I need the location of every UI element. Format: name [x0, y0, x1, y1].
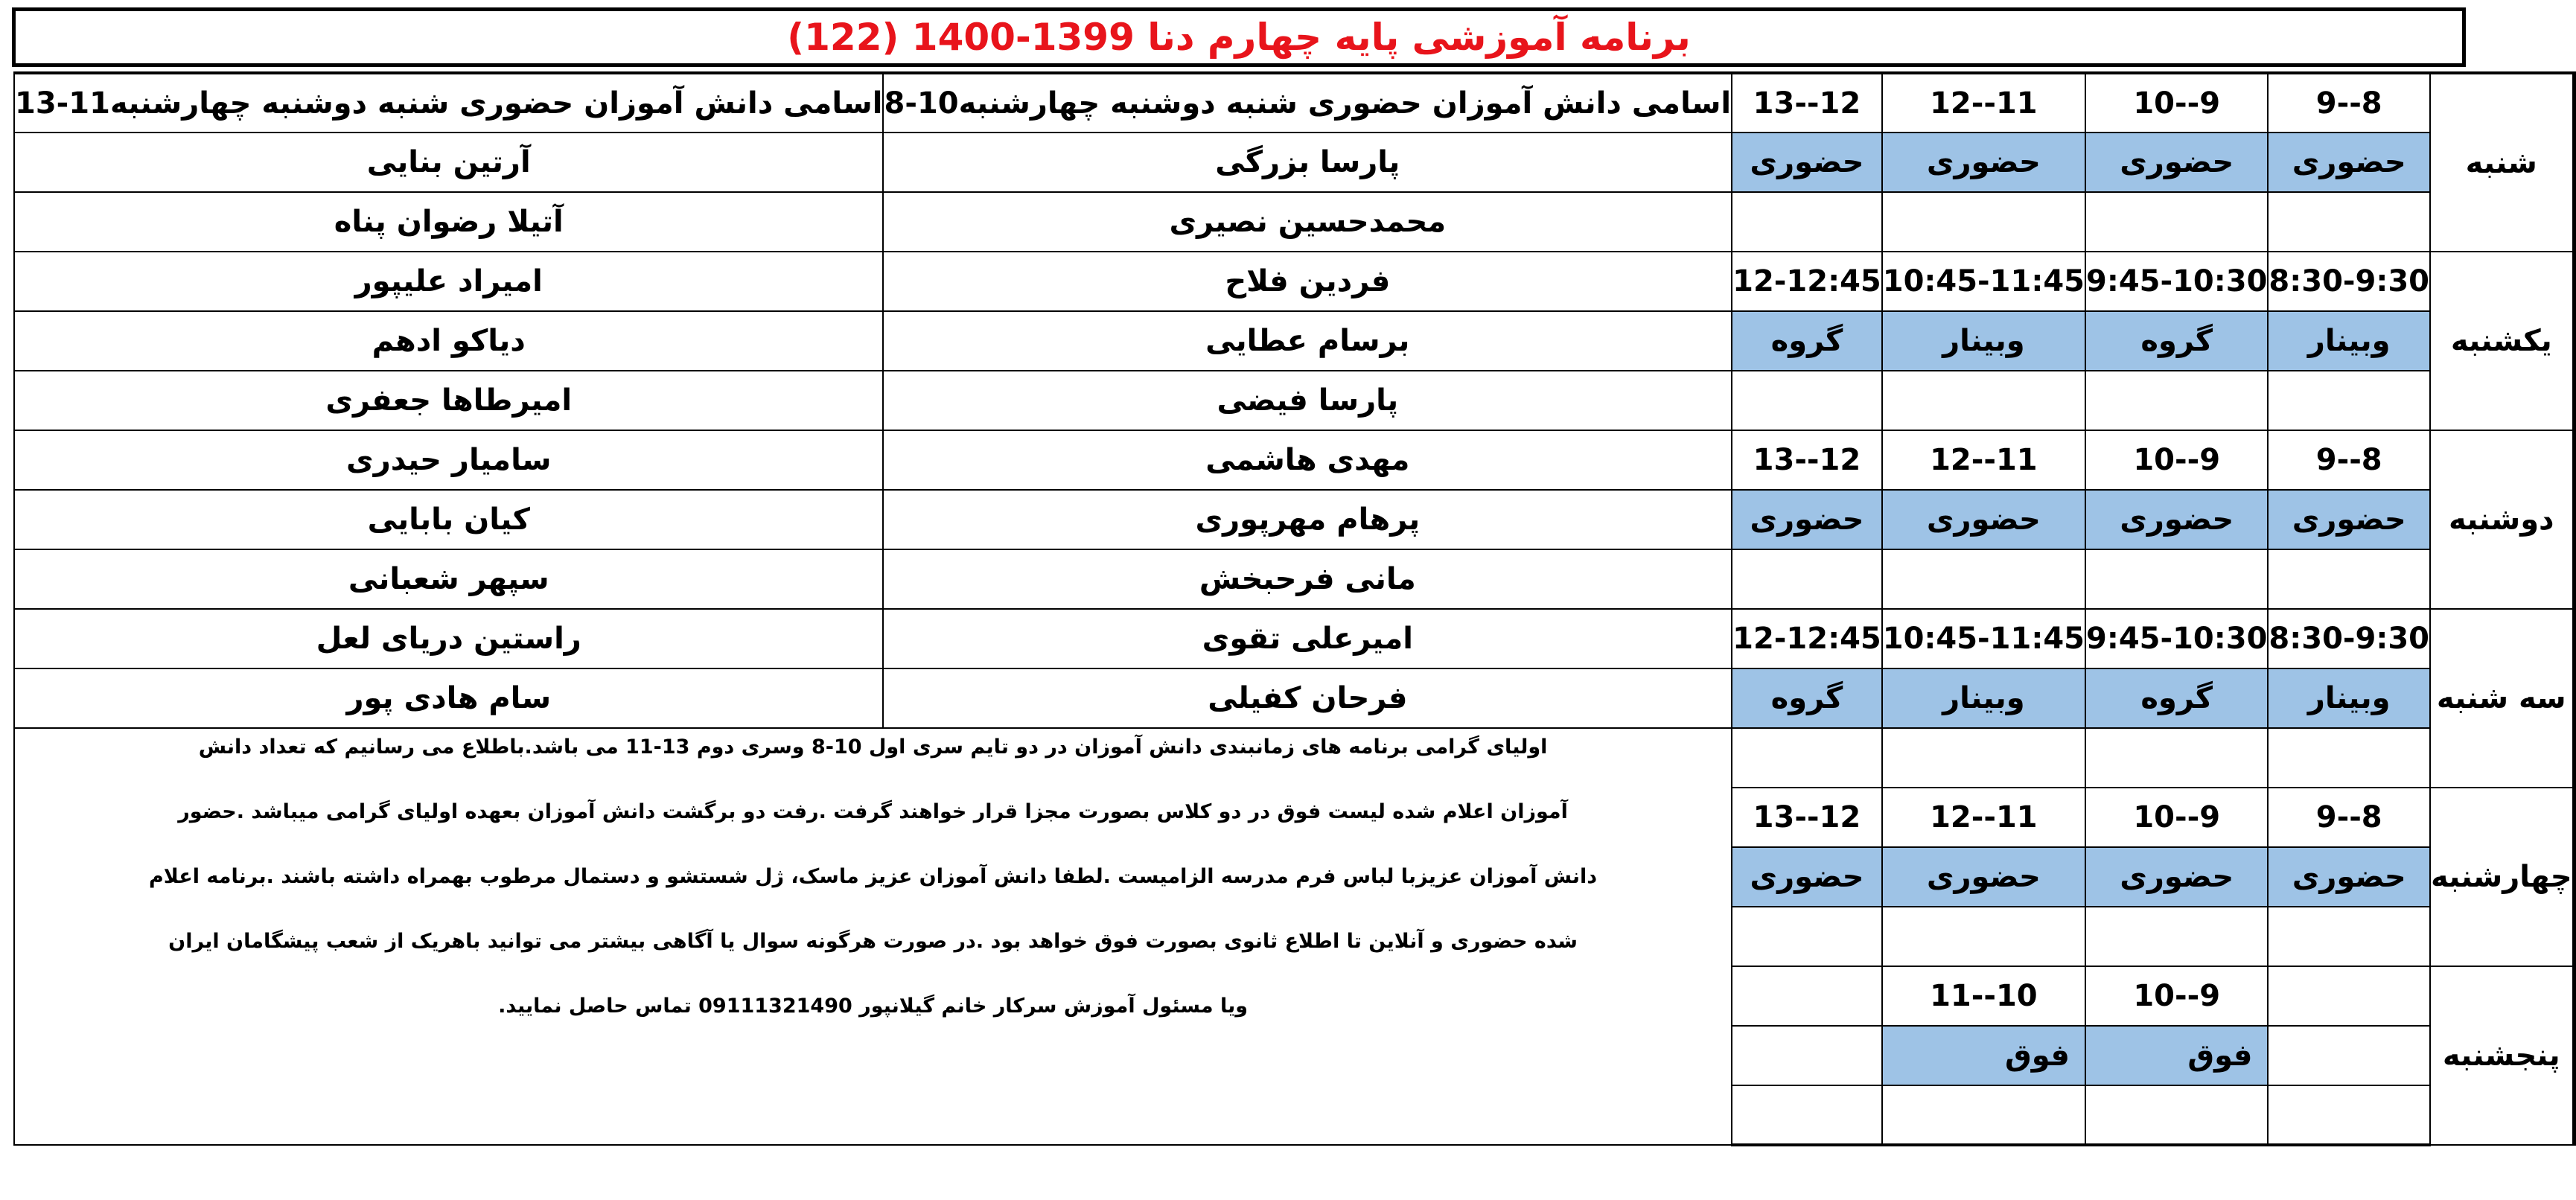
student-first: برسام عطایی — [883, 311, 1732, 371]
wed-slot-2: حضوری — [2085, 847, 2268, 907]
empty-cell — [1732, 907, 1882, 966]
student-second: راستین دریای لعل — [14, 609, 883, 668]
header-names-first: اسامی دانش آموزان حضوری شنبه دوشنبه چهارشنبه10-8 — [883, 73, 1732, 133]
notice-line-4: شده حضوری و آنلاین تا اطلاع ثانوی بصورت فوق خواهد بود .در صورت هرگونه سوال یا آگاهی بیشتر می توانید باهریک از شعب پیشگامان ایران — [168, 930, 1578, 953]
thu-slot-2: فوق — [1882, 1026, 2085, 1085]
tue-slot-3: وبینار — [1882, 668, 2085, 728]
sun-slot-2: گروه — [2085, 311, 2268, 371]
mon-time-3: 11--12 — [1882, 430, 2085, 490]
student-first: فرحان کفیلی — [883, 668, 1732, 728]
table-row — [14, 133, 2574, 192]
sun-slot-1: وبینار — [2268, 311, 2430, 371]
empty-cell — [2085, 728, 2268, 788]
day-tuesday: سه شنبه — [2430, 609, 2574, 788]
mon-slot-1: حضوری — [2268, 490, 2430, 549]
sun-time-3: 10:45-11:45 — [1882, 252, 2085, 311]
schedule-table — [13, 71, 2576, 1146]
notice-line-2: آموزان اعلام شده لیست فوق در دو کلاس بصورت مجزا قرار خواهند گرفت .رفت دو برگشت دانش آموزان بعهده اولیای گرامی میباشد .حضور — [178, 800, 1568, 823]
student-second: کیان بابایی — [14, 490, 883, 549]
tue-time-4: 12-12:45 — [1732, 609, 1882, 668]
header-slot-8-9: 8--9 — [2268, 73, 2430, 133]
sat-slot-2: حضوری — [2085, 133, 2268, 192]
sun-time-2: 9:45-10:30 — [2085, 252, 2268, 311]
sun-time-4: 12-12:45 — [1732, 252, 1882, 311]
sat-slot-3: حضوری — [1882, 133, 2085, 192]
wed-time-3: 11--12 — [1882, 788, 2085, 847]
table-row — [14, 609, 2574, 668]
empty-cell — [1732, 192, 1882, 252]
student-first: پارسا فیضی — [883, 371, 1732, 430]
empty-cell — [1882, 907, 2085, 966]
mon-slot-3: حضوری — [1882, 490, 2085, 549]
table-row — [14, 668, 2574, 728]
empty-cell — [1732, 549, 1882, 609]
student-second: آتیلا رضوان پناه — [14, 192, 883, 252]
empty-cell — [2268, 907, 2430, 966]
thu-time-1: 9--10 — [2085, 966, 2268, 1026]
header-slot-9-10: 9--10 — [2085, 73, 2268, 133]
header-slot-12-13: 12--13 — [1732, 73, 1882, 133]
empty-cell — [1882, 549, 2085, 609]
header-row — [14, 73, 2574, 133]
sat-slot-1: حضوری — [2268, 133, 2430, 192]
student-first: فردین فلاح — [883, 252, 1732, 311]
empty-cell — [2085, 1085, 2268, 1145]
student-first: پرهام مهرپوری — [883, 490, 1732, 549]
empty-cell — [1732, 371, 1882, 430]
empty-cell — [2268, 1026, 2430, 1085]
empty-cell — [1882, 1085, 2085, 1145]
student-second: آرتین بنایی — [14, 133, 883, 192]
sun-slot-3: وبینار — [1882, 311, 2085, 371]
empty-cell — [2085, 192, 2268, 252]
day-wednesday: چهارشنبه — [2430, 788, 2574, 966]
empty-cell — [2268, 549, 2430, 609]
mon-slot-2: حضوری — [2085, 490, 2268, 549]
student-second: امیرطاها جعفری — [14, 371, 883, 430]
sat-slot-4: حضوری — [1732, 133, 1882, 192]
day-thursday: پنجشنبه — [2430, 966, 2574, 1145]
header-names-second: اسامی دانش آموزان حضوری شنبه دوشنبه چهارشنبه11-13 — [14, 73, 883, 133]
empty-cell — [2268, 1085, 2430, 1145]
header-slot-11-12: 11--12 — [1882, 73, 2085, 133]
student-second: سام هادی پور — [14, 668, 883, 728]
table-row — [14, 252, 2574, 311]
student-second: سپهر شعبانی — [14, 549, 883, 609]
empty-cell — [1732, 966, 1882, 1026]
empty-cell — [1732, 728, 1882, 788]
table-row — [14, 192, 2574, 252]
tue-slot-1: وبینار — [2268, 668, 2430, 728]
notice-line-1: اولیای گرامی برنامه های زمانبندی دانش آموزان در دو تایم سری اول 10-8 وسری دوم 13-11 می باشد.باطلاع می رسانیم که تعداد دانش — [198, 735, 1548, 759]
day-saturday: شنبه — [2430, 73, 2574, 252]
student-first: مهدی هاشمی — [883, 430, 1732, 490]
table-row — [14, 311, 2574, 371]
wed-slot-1: حضوری — [2268, 847, 2430, 907]
empty-cell — [2268, 728, 2430, 788]
student-second: سامیار حیدری — [14, 430, 883, 490]
sun-time-1: 8:30-9:30 — [2268, 252, 2430, 311]
notice-line-3: دانش آموزان عزیزبا لباس فرم مدرسه الزامیست .لطفا دانش آموزان عزیز ماسک، ژل شستشو و دستمال مرطوب بهمراه داشته باشند .برنامه اعلام — [148, 865, 1598, 888]
mon-slot-4: حضوری — [1732, 490, 1882, 549]
student-first: محمدحسین نصیری — [883, 192, 1732, 252]
student-first: امیرعلی تقوی — [883, 609, 1732, 668]
thu-time-2: 10--11 — [1882, 966, 2085, 1026]
wed-time-1: 8--9 — [2268, 788, 2430, 847]
empty-cell — [2268, 966, 2430, 1026]
student-second: دیاکو ادهم — [14, 311, 883, 371]
student-first: پارسا بزرگی — [883, 133, 1732, 192]
empty-cell — [2085, 907, 2268, 966]
empty-cell — [1732, 1085, 1882, 1145]
mon-time-2: 9--10 — [2085, 430, 2268, 490]
thu-slot-1: فوق — [2085, 1026, 2268, 1085]
day-monday: دوشنبه — [2430, 430, 2574, 609]
empty-cell — [1882, 728, 2085, 788]
wed-slot-4: حضوری — [1732, 847, 1882, 907]
table-row — [14, 371, 2574, 430]
empty-cell — [2268, 192, 2430, 252]
mon-time-4: 12--13 — [1732, 430, 1882, 490]
sun-slot-4: گروه — [1732, 311, 1882, 371]
table-row — [14, 549, 2574, 609]
mon-time-1: 8--9 — [2268, 430, 2430, 490]
wed-time-2: 9--10 — [2085, 788, 2268, 847]
page-title: برنامه آموزشی پایه چهارم دنا 1399-1400 (122) — [787, 16, 1691, 59]
tue-time-1: 8:30-9:30 — [2268, 609, 2430, 668]
table-row — [14, 490, 2574, 549]
tue-slot-2: گروه — [2085, 668, 2268, 728]
notice-block — [14, 728, 1732, 1145]
tue-time-3: 10:45-11:45 — [1882, 609, 2085, 668]
wed-slot-3: حضوری — [1882, 847, 2085, 907]
empty-cell — [2085, 371, 2268, 430]
wed-time-4: 12--13 — [1732, 788, 1882, 847]
student-second: امیراد علیپور — [14, 252, 883, 311]
tue-slot-4: گروه — [1732, 668, 1882, 728]
table-row — [14, 430, 2574, 490]
empty-cell — [2268, 371, 2430, 430]
empty-cell — [1882, 371, 2085, 430]
empty-cell — [2085, 549, 2268, 609]
empty-cell — [1732, 1026, 1882, 1085]
title-bar — [12, 7, 2466, 67]
student-first: مانی فرحبخش — [883, 549, 1732, 609]
day-sunday: یکشنبه — [2430, 252, 2574, 430]
tue-time-2: 9:45-10:30 — [2085, 609, 2268, 668]
empty-cell — [1882, 192, 2085, 252]
table-row — [14, 728, 2574, 788]
notice-line-5: ویا مسئول آموزش سرکار خانم گیلانپور 09111321490 تماس حاصل نمایید. — [498, 995, 1249, 1018]
